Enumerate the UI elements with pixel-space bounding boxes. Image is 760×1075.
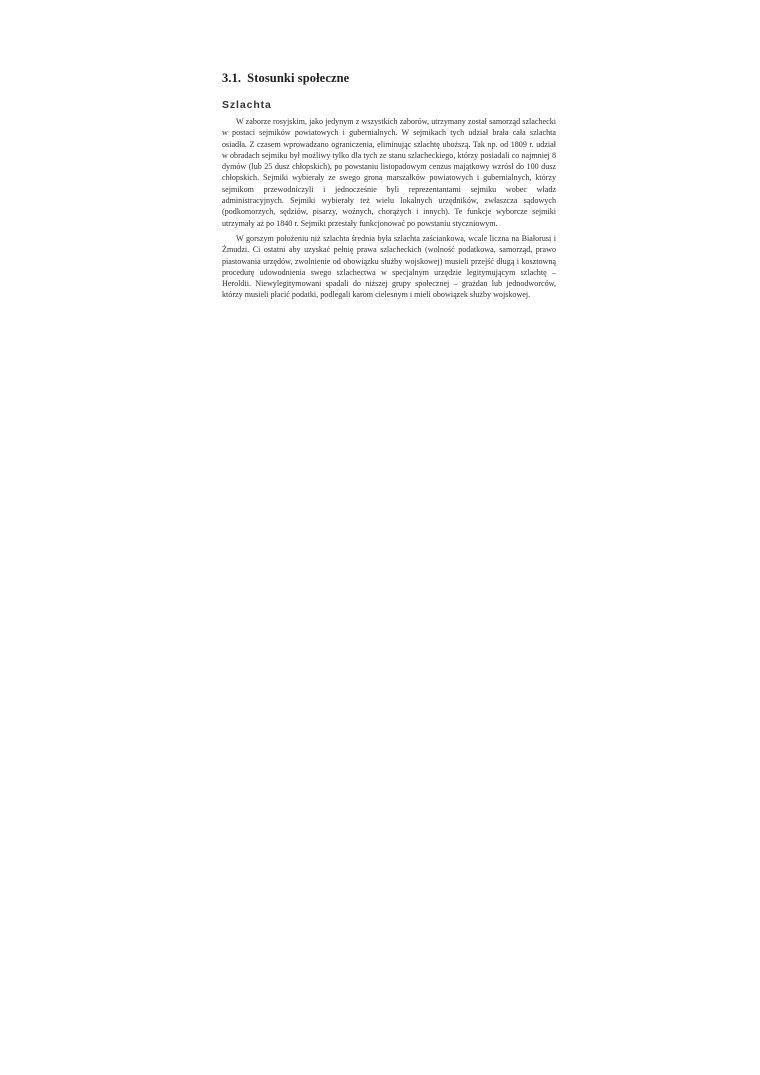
paragraph-2: W gorszym położeniu niż szlachta średnia była szlachta zaściankowa, wcale liczna na Białorusi i Żmudzi. Ci ostatni aby uzyskać pełnię prawa szlacheckich (wolność podatkowa, samorząd, prawo piastowania urzędów, zwolnienie od obowiązku służby wojskowej) musieli przejść długą i kosztowną procedurę udowodnienia swego szlachectwa w specjalnym urzędzie legitymującym szlachtę – Heroldii. Niewylegitymowani spadali do niższej grupy społecznej – grażdan lub jednodworców, którzy musieli płacić podatki, podlegali karom cielesnym i mieli obowiązek służby wojskowej. [222,233,556,300]
section-heading [222,70,556,86]
section-number: 3.1. [222,71,242,85]
paragraph-1: W zaborze rosyjskim, jako jedynym z wszystkich zaborów, utrzymany został samorząd szlachecki w postaci sejmików powiatowych i gubernialnych. W sejmikach tych udział brała cała szlachta osiadła. Z czasem wprowadzano ograniczenia, eliminując szlachtę uboższą. Tak np. od 1809 r. udział w obradach sejmiku był możliwy tylko dla tych ze stanu szlacheckiego, którzy posiadali co najmniej 8 dymów (lub 25 dusz chłopskich), po powstaniu listopadowym cenzus majątkowy wzrósł do 100 dusz chłopskich. Sejmiki wybierały ze swego grona marszałków powiatowych i gubernialnych, którzy sejmikom przewodniczyli i jednocześnie byli reprezentantami sejmiku wobec władz administracyjnych. Sejmiki wybierały też wielu lokalnych urzędników, zwłaszcza sądowych (podkomorzych, sędziów, pisarzy, woźnych, chorążych i innych). Te funkcje wyborcze sejmiki utrzymały aż po 1840 r. Sejmiki przestały funkcjonować po powstaniu styczniowym. [222,117,556,228]
section-title: Stosunki społeczne [247,71,350,85]
page-content [222,70,556,305]
subsection-heading: Szlachta [222,99,272,111]
